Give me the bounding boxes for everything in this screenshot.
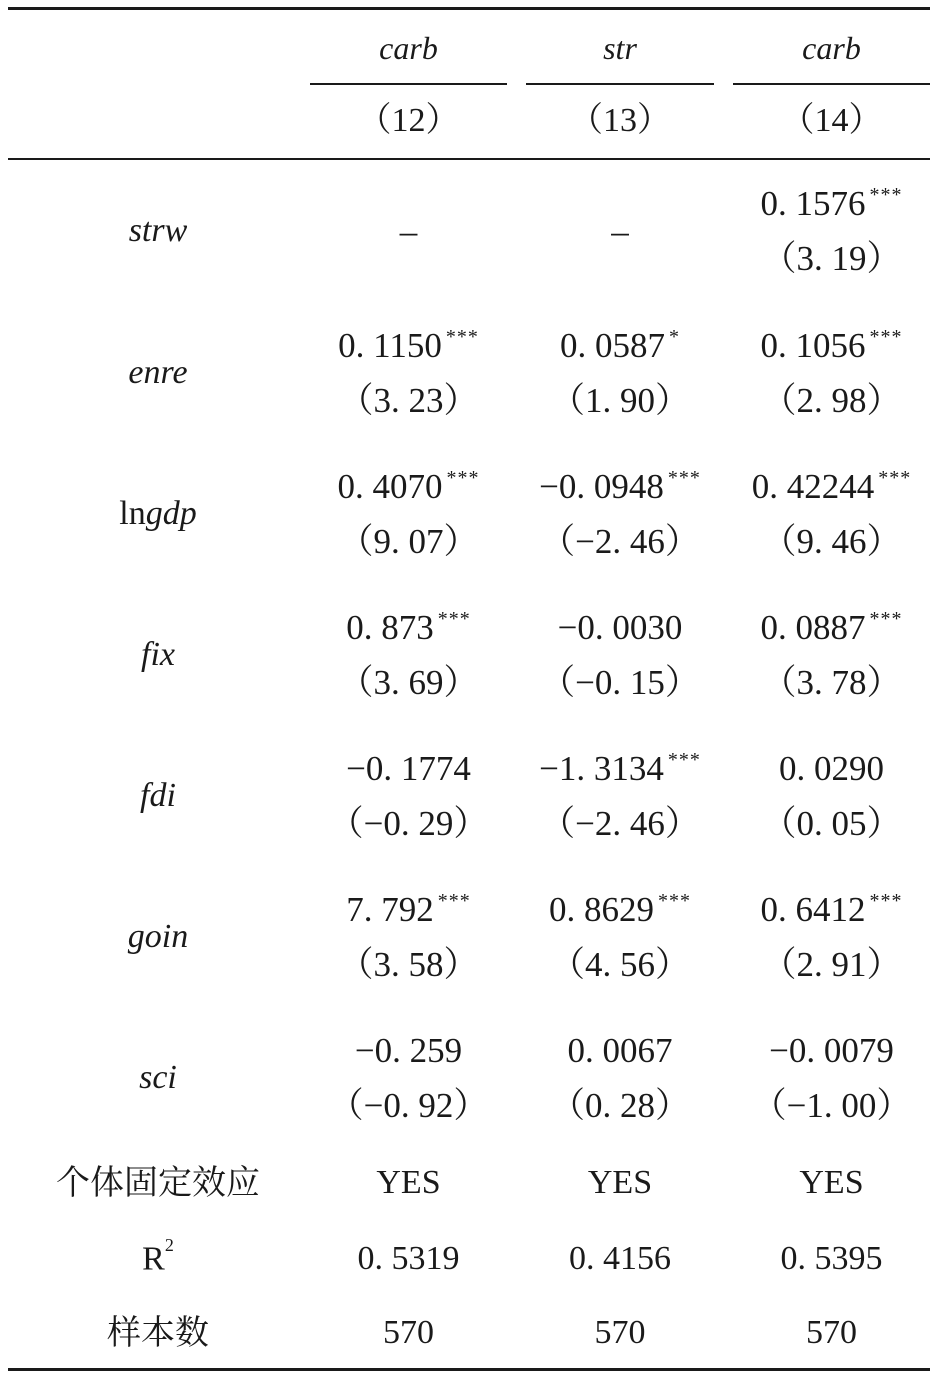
t-statistic: （−0. 92） (328, 1086, 489, 1125)
coefficient (733, 469, 930, 504)
coefficient-value: 0. 6412 (760, 890, 866, 929)
coefficient (310, 751, 507, 786)
coefficient-value: 0. 0290 (779, 749, 884, 788)
coefficient (526, 469, 714, 504)
row-label-fdi (40, 779, 276, 813)
significance-stars: *** (869, 890, 903, 912)
significance-stars: *** (878, 467, 912, 489)
significance-stars: *** (446, 467, 480, 489)
footer-label-text: 个体固定效应 (56, 1163, 260, 1203)
row-label-gdp (40, 497, 276, 531)
significance-stars: *** (445, 326, 479, 348)
t-statistic: （3. 19） (761, 239, 902, 278)
coefficient (310, 328, 507, 363)
coefficient-value: – (399, 212, 418, 251)
column-header-number: （13） (569, 102, 671, 139)
column-header-underline (310, 83, 507, 85)
coefficient-value: −0. 0079 (769, 1031, 894, 1070)
row-label-text: strw (128, 212, 188, 249)
significance-stars: *** (667, 467, 701, 489)
footer-label-superscript: 2 (164, 1235, 174, 1255)
footer-label (40, 1163, 276, 1203)
coefficient-value: 0. 1576 (760, 184, 866, 223)
significance-stars: * (669, 326, 680, 348)
coefficient-value: 0. 0587 (560, 326, 665, 365)
t-statistic: （3. 58） (338, 945, 479, 984)
t-statistic: （−2. 46） (540, 804, 700, 843)
coefficient-value: 0. 1150 (338, 326, 442, 365)
significance-stars: *** (869, 326, 903, 348)
coefficient-value: 0. 1056 (760, 326, 866, 365)
coefficient (310, 610, 507, 645)
coefficient (733, 328, 930, 363)
footer-value: YES (587, 1164, 653, 1201)
row-label-goin (40, 920, 276, 954)
footer-label-text: R (142, 1240, 165, 1278)
coefficient (733, 610, 930, 645)
coefficient (526, 214, 714, 249)
t-statistic: （1. 90） (549, 381, 690, 420)
column-header-name: carb (802, 30, 861, 66)
t-statistic: （2. 98） (761, 381, 902, 420)
coefficient (310, 469, 507, 504)
t-statistic: （−2. 46） (540, 522, 700, 561)
coefficient-value: 0. 873 (346, 608, 434, 647)
t-statistic: （3. 78） (761, 663, 902, 702)
coefficient-value: −0. 0030 (557, 608, 683, 647)
coefficient (526, 892, 714, 927)
footer-label (40, 1313, 276, 1353)
coefficient (733, 1033, 930, 1068)
coefficient (733, 751, 930, 786)
bottom-rule (8, 1368, 930, 1371)
row-label-text: fdi (140, 777, 176, 814)
coefficient-value: −1. 3134 (539, 749, 664, 788)
coefficient (310, 892, 507, 927)
coefficient-value: 7. 792 (346, 890, 434, 929)
footer-label-text: 样本数 (107, 1313, 209, 1353)
significance-stars: *** (437, 608, 471, 630)
coefficient (310, 214, 507, 249)
significance-stars: *** (869, 608, 903, 630)
coefficient-value: −0. 1774 (346, 749, 471, 788)
column-header-name: carb (379, 30, 438, 66)
coefficient (526, 328, 714, 363)
footer-value: 570 (806, 1314, 857, 1351)
row-label-text: goin (127, 918, 189, 955)
row-label-prefix: ln (119, 495, 146, 532)
footer-value: YES (799, 1164, 864, 1201)
t-statistic: （0. 28） (549, 1086, 690, 1125)
footer-value: 570 (594, 1314, 646, 1351)
coefficient-value: −0. 0948 (539, 467, 664, 506)
coefficient (310, 1033, 507, 1068)
coefficient (526, 610, 714, 645)
t-statistic: （9. 07） (338, 522, 479, 561)
significance-stars: *** (667, 749, 701, 771)
column-header-number: （14） (780, 102, 883, 139)
row-label-text: enre (128, 354, 188, 391)
column-header-number: （12） (357, 102, 460, 139)
t-statistic: （3. 69） (338, 663, 479, 702)
t-statistic: （3. 23） (338, 381, 479, 420)
t-statistic: （0. 05） (761, 804, 902, 843)
coefficient-value: – (611, 212, 629, 251)
row-label-text: gdp (145, 495, 197, 532)
coefficient-value: 0. 42244 (751, 467, 875, 506)
footer-label (40, 1235, 276, 1278)
coefficient-value: −0. 259 (354, 1031, 463, 1070)
row-label-strw (40, 214, 276, 248)
coefficient-value: 0. 8629 (549, 890, 654, 929)
t-statistic: （9. 46） (761, 522, 902, 561)
footer-value: 570 (383, 1314, 434, 1351)
column-header-name: str (603, 30, 637, 66)
column-header-underline (733, 83, 930, 85)
coefficient-value: 0. 4070 (337, 467, 443, 506)
row-label-fix (40, 638, 276, 672)
significance-stars: *** (658, 890, 691, 912)
row-label-sci (40, 1061, 276, 1095)
t-statistic: （−0. 15） (540, 663, 700, 702)
t-statistic: （4. 56） (549, 945, 690, 984)
footer-value: YES (376, 1164, 441, 1201)
row-label-text: fix (141, 636, 175, 673)
coefficient-value: 0. 0067 (567, 1031, 673, 1070)
t-statistic: （−0. 29） (328, 804, 489, 843)
coefficient (526, 751, 714, 786)
coefficient-value: 0. 0887 (760, 608, 866, 647)
t-statistic: （2. 91） (761, 945, 902, 984)
significance-stars: *** (869, 184, 903, 206)
coefficient (526, 1033, 714, 1068)
column-header-underline (526, 83, 714, 85)
footer-value: 0. 4156 (569, 1240, 671, 1277)
row-label-enre (40, 356, 276, 390)
footer-value: 0. 5319 (357, 1240, 460, 1277)
header-rule (8, 158, 930, 160)
t-statistic: （−1. 00） (751, 1086, 912, 1125)
top-rule (8, 7, 930, 10)
coefficient (733, 892, 930, 927)
row-label-text: sci (139, 1059, 177, 1096)
coefficient (733, 186, 930, 221)
footer-value: 0. 5395 (780, 1240, 883, 1277)
significance-stars: *** (437, 890, 471, 912)
